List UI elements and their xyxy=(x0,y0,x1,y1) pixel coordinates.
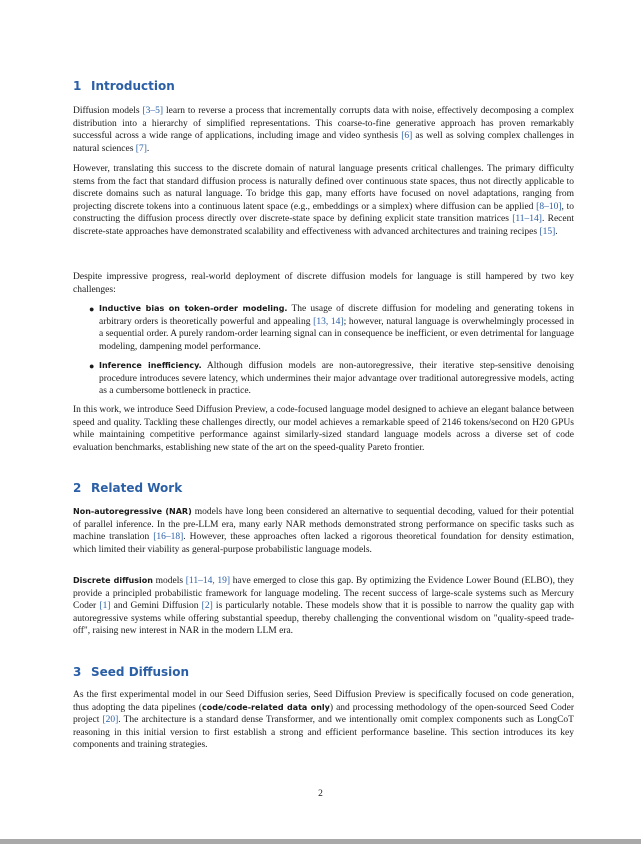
page-number: 2 xyxy=(318,789,323,799)
text-run: is particularly notable. These models show that it is possible to narrow the quality gap with autoregressive systems while offering substantial speedup, thereby challenging the conventional wisdom on "quality-speed trade-off", raising new interest in NAR in the modern LLM era. xyxy=(73,601,574,637)
citation-link[interactable]: [7] xyxy=(135,143,147,154)
citation-link[interactable]: [11–14, 19] xyxy=(185,576,231,586)
citation-link[interactable]: [15] xyxy=(539,226,556,237)
citation-link[interactable]: [2] xyxy=(201,601,213,612)
bold-term: Non-autoregressive (NAR) xyxy=(73,507,192,516)
citation-link[interactable]: [13, 14] xyxy=(313,316,344,327)
citation-link[interactable]: [8–10] xyxy=(536,201,562,212)
section-title: Introduction xyxy=(91,79,175,93)
bullet-icon: ● xyxy=(89,361,95,371)
bold-term: code/code-related data only xyxy=(202,702,330,712)
section-heading-seed-diffusion xyxy=(73,665,189,679)
text-run: . However, these approaches often lacked a rigorous theoretical foundation for density estimation, which limited their viability as general-purpose probabilistic language models. xyxy=(73,532,575,555)
bullet-title: Inference inefficiency. xyxy=(99,361,202,370)
text-run: models xyxy=(152,576,186,586)
viewer-bottom-bar xyxy=(0,839,641,844)
intro-paragraph-3: Despite impressive progress, real-world deployment of discrete diffusion models for language is still hampered by two key challenges: xyxy=(73,272,574,295)
intro-paragraph-4: In this work, we introduce Seed Diffusion Preview, a code-focused language model designed to achieve an elegant balance between speed and quality. Tackling these challenges directly, our model achieves a remarkable speed of 2146 tokens/second on H20 GPUs while maintaining competitive performance against similarly-sized standard language models across a diverse set of code evaluation benchmarks, establishing new state of the art on the speed-quality Pareto frontier. xyxy=(73,405,574,453)
bullet-item-inference xyxy=(89,360,575,398)
text-run: ; however, natural language is overwhelmingly processed in a sequential order. A purely random-order learning signal can in consequence be inefficient, or even detrimental for language modeling, dampening model performance. xyxy=(99,316,574,352)
bold-term: Discrete diffusion xyxy=(73,576,153,585)
bullet-icon: ● xyxy=(89,304,95,314)
citation-link[interactable]: [6] xyxy=(401,131,413,142)
text-run: have emerged to close this gap. By optimizing the Evidence Lower Bound (ELBO), they provide a principled probabilistic framework for language modeling. The recent success of large-scale systems such as Mercury Coder xyxy=(73,576,574,612)
section-title: Related Work xyxy=(91,481,183,495)
seed-paragraph-1 xyxy=(73,689,574,752)
citation-link[interactable]: [1] xyxy=(99,601,111,612)
citation-link[interactable]: [11–14] xyxy=(512,214,542,225)
intro-paragraph-2 xyxy=(73,163,574,239)
text-run: The usage of discrete diffusion for modeling and generating tokens in arbitrary orders is theoretically powerful and appealing xyxy=(99,304,575,327)
text-run: models have long been considered an alternative to sequential decoding, valued for their potential of parallel inference. In the pre-LLM era, many early NAR methods demonstrated strong performance on specific tasks such as machine translation xyxy=(73,507,574,543)
intro-paragraph-1 xyxy=(73,105,574,155)
text-run: and Gemini Diffusion xyxy=(110,601,202,612)
related-paragraph-1 xyxy=(73,506,574,556)
text-run: as well as solving complex challenges in natural sciences xyxy=(73,131,575,154)
text-run: As the first experimental model in our Seed Diffusion series, Seed Diffusion Preview is specifically focused on code generation, thus adopting the data pipelines ( xyxy=(73,690,574,713)
section-heading-introduction xyxy=(73,79,175,93)
bullet-item-token-order xyxy=(89,303,575,353)
bullet-title: Inductive bias on token-order modeling. xyxy=(99,304,288,313)
text-run: ) and processing methodology of the open-sourced Seed Coder project xyxy=(73,702,574,726)
text-run: . xyxy=(146,143,150,154)
section-heading-related-work xyxy=(73,481,182,495)
text-run: Diffusion models xyxy=(73,106,143,116)
section-title: Seed Diffusion xyxy=(91,665,190,679)
citation-link[interactable]: [20] xyxy=(102,715,119,726)
text-run: . xyxy=(555,226,558,237)
text-run: Although diffusion models are non-autoregressive, their iterative step-sensitive denoising procedure introduces severe latency, which undermines their major advantage over traditional autoregressive models, acting as a cumbersome bottleneck in practice. xyxy=(99,361,575,397)
citation-link[interactable]: [3–5] xyxy=(142,106,164,116)
citation-link[interactable]: [16–18] xyxy=(153,532,184,543)
text-run: . Recent discrete-state approaches have demonstrated scalability and effectiveness with advanced architectures and training recipes xyxy=(73,214,574,237)
section-number: 3 xyxy=(73,665,82,679)
text-run: . The architecture is a standard dense Transformer, and we intentionally omit complex components such as LongCoT reasoning in this initial version to first establish a strong and efficient performance baseline. This section introduces its key components and training strategies. xyxy=(73,715,574,751)
text-run: However, translating this success to the discrete domain of natural language presents critical challenges. The primary difficulty stems from the fact that standard diffusion process is naturally defined over continuous state spaces, thus not directly applicable to discrete domains such as natural language. To bridge this gap, many efforts have focused on novel adaptations, ranging from projecting discrete tokens into a continuous latent space (e.g., embeddings or a simplex) where diffusion can be applied xyxy=(73,164,574,212)
related-paragraph-2 xyxy=(73,575,574,638)
section-number: 1 xyxy=(73,79,82,93)
section-number: 2 xyxy=(73,481,82,495)
text-run: , to constructing the diffusion process directly over discrete-state space by defining explicit state transition matrices xyxy=(73,201,575,225)
text-run: learn to reverse a process that incrementally corrupts data with noise, effectively decomposing a complex distribution into a hierarchy of simplified representations. This coarse-to-fine generative approach has proven remarkably successful across a wide range of applications, including image and video synthesis xyxy=(73,106,575,142)
